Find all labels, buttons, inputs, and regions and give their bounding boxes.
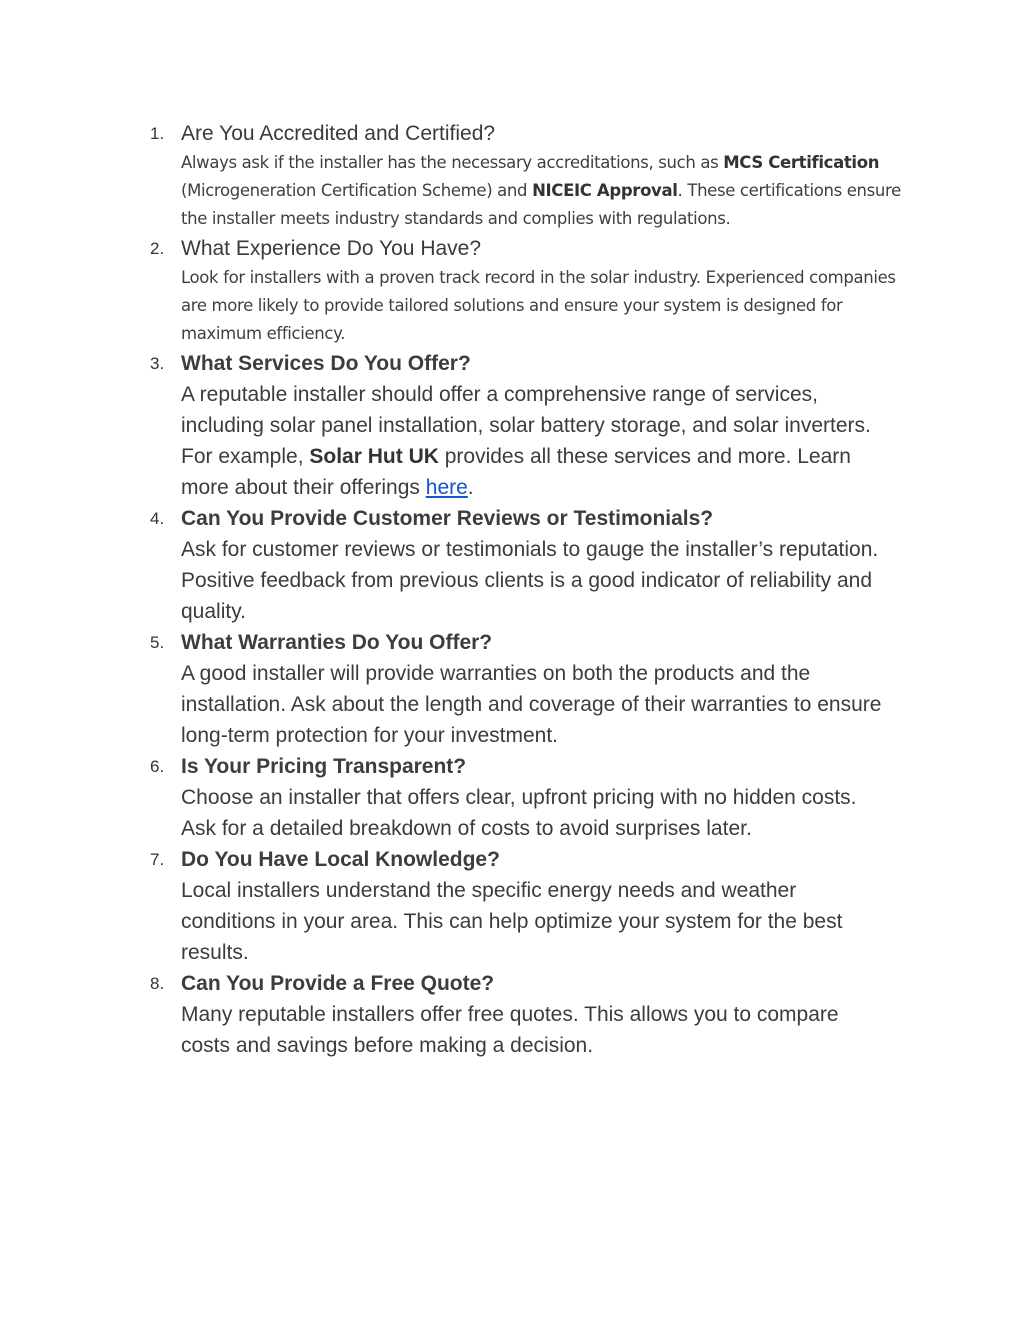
question-title: What Experience Do You Have? [181, 237, 482, 260]
list-item [150, 118, 921, 233]
list-item [150, 503, 921, 627]
item-number: 4. [150, 509, 165, 528]
item-number: 3. [150, 354, 165, 373]
question-title: Are You Accredited and Certified? [181, 122, 496, 145]
answer-text: Local installers understand the specific energy needs and weather conditions in your area. This can help optimize your system for the best results. [181, 879, 843, 964]
list-item [150, 968, 921, 1061]
answer-text-part: . These certifications ensure the installer meets industry standards and complies with regulations. [181, 181, 901, 228]
item-number: 2. [150, 239, 165, 258]
item-number: 5. [150, 633, 165, 652]
answer-text-part: A reputable installer should offer a comprehensive range of services, including solar panel installation, solar battery storage, and solar inverters. For example, [181, 383, 871, 468]
answer-text-part: . [467, 476, 474, 499]
answer-text: Many reputable installers offer free quotes. This allows you to compare costs and savings before making a decision. [181, 1003, 839, 1057]
question-title: Is Your Pricing Transparent? [181, 755, 467, 778]
list-item [150, 348, 921, 503]
answer-text-part: Always ask if the installer has the necessary accreditations, such as [181, 153, 724, 172]
answer-text: Choose an installer that offers clear, upfront pricing with no hidden costs. Ask for a detailed breakdown of costs to avoid surprises later. [181, 786, 857, 840]
question-title: Can You Provide a Free Quote? [181, 972, 495, 995]
list-item [150, 751, 921, 844]
niceic-approval-text: NICEIC Approval [532, 181, 678, 200]
answer-text: Ask for customer reviews or testimonials to gauge the installer’s reputation. Positive feedback from previous clients is a good indicator of reliability and quality. [181, 538, 879, 623]
item-number: 1. [150, 124, 165, 143]
item-number: 6. [150, 757, 165, 776]
answer-text: Look for installers with a proven track record in the solar industry. Experienced companies are more likely to provide tailored solutions and ensure your system is designed for maximum efficiency. [181, 268, 896, 343]
item-number: 7. [150, 850, 165, 869]
question-title: What Services Do You Offer? [181, 352, 471, 375]
question-title: Do You Have Local Knowledge? [181, 848, 500, 871]
list-item [150, 627, 921, 751]
list-item [150, 844, 921, 968]
answer-text [181, 149, 901, 233]
answer-text [181, 379, 891, 503]
item-number: 8. [150, 974, 165, 993]
list-item [150, 233, 921, 348]
answer-text: A good installer will provide warranties on both the products and the installation. Ask about the length and coverage of their warranties to ensure long-term protection for your investment. [181, 662, 882, 747]
question-title: What Warranties Do You Offer? [181, 631, 493, 654]
answer-text-part: provides all these services and more. Learn more about their offerings [181, 445, 851, 499]
mcs-certification-text: MCS Certification [723, 153, 880, 172]
faq-list [150, 118, 921, 1061]
question-title: Can You Provide Customer Reviews or Testimonials? [181, 507, 714, 530]
offerings-link[interactable]: here [425, 476, 468, 499]
answer-text-part: (Microgeneration Certification Scheme) and [181, 181, 533, 200]
company-name-text: Solar Hut UK [309, 445, 439, 468]
